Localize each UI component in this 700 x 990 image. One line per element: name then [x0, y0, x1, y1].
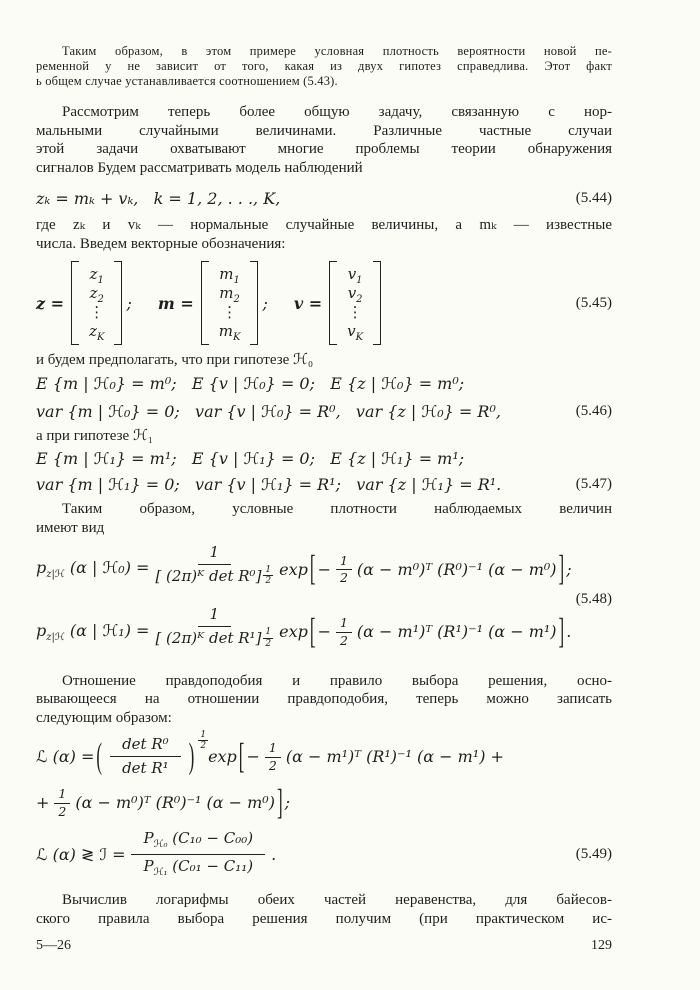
- vector-name: z =: [36, 293, 65, 313]
- equation-5-46-line2: [36, 402, 612, 421]
- one-half-power: 1 2: [200, 729, 207, 752]
- lhs-threshold: ℒ (α) ≷ ℐ =: [36, 844, 126, 864]
- paragraph-intro: [36, 44, 612, 89]
- vector-name: m =: [157, 293, 194, 313]
- one-half: $\frac{1}{2}$: [336, 615, 352, 648]
- paragraph-densities: [36, 500, 612, 537]
- vector-entry: z: [89, 265, 98, 283]
- equation-body: E {m | ℋ₀} = m⁰; E {v | ℋ₀} = 0; E {z | ℋ₀} = m⁰;: [36, 373, 465, 393]
- lhs: $p_{z|ℋ}$ (α | ℋ₀) =: [36, 558, 150, 581]
- quadratic-form: (α − m⁰)ᵀ (R⁰)⁻¹ (α − m⁰): [356, 559, 557, 579]
- vector-entry: v: [347, 284, 357, 302]
- paren-close: ): [188, 735, 195, 776]
- equation-number: (5.45): [575, 294, 612, 311]
- vector-entry: z: [89, 284, 98, 302]
- equation-5-47-line2: [36, 475, 612, 494]
- page-footer: [36, 938, 612, 954]
- entry-subscript: K: [96, 332, 105, 343]
- column-vector: [201, 261, 259, 345]
- plus-sign: +: [36, 793, 50, 812]
- threshold-fraction: $\frac{P_{ℋ_0} (C_{10} - C_{00})}{P_{ℋ_1} (C_{01} - C_{11})}$: [131, 829, 265, 879]
- bracket-right: [373, 261, 381, 345]
- lhs: ℒ (α) =: [36, 747, 95, 767]
- likelihood-line2: [36, 781, 612, 822]
- entry-subscript: 2: [97, 294, 104, 305]
- quadratic-form: (α − m¹)ᵀ (R¹)⁻¹ (α − m¹) +: [285, 747, 504, 767]
- minus-sign: −: [317, 559, 331, 579]
- equation-number: (5.47): [575, 476, 612, 492]
- vector-entry: m: [219, 265, 234, 283]
- entry-subscript: 1: [356, 275, 363, 286]
- text-line: и будем предполагать, что при гипотезе ℋ₀: [36, 352, 314, 368]
- equation-5-46-line1: [36, 374, 612, 394]
- vector-entry: v: [347, 265, 357, 283]
- text-line: сигналов Будем рассматривать модель наблюдений: [36, 159, 363, 176]
- text-line: ского правила выбора решения получим (при практическом ис-: [36, 910, 612, 927]
- bracket-left: [71, 261, 79, 345]
- paragraph-hypothesis-h0: [36, 351, 612, 370]
- text-line: Отношение правдоподобия и правило выбора решения, осно-: [62, 672, 612, 689]
- normalizing-fraction: 1 [ (2π)ᴷ det R⁰] $\frac{1}{2}$: [155, 543, 272, 587]
- minus-sign: −: [317, 622, 331, 642]
- equation-likelihood: [36, 729, 612, 822]
- one-half: $\frac{1}{2}$: [54, 786, 70, 819]
- equation-number: (5.46): [575, 402, 612, 419]
- equation-body: zₖ = mₖ + vₖ, k = 1, 2, . . ., K,: [36, 189, 281, 208]
- det-ratio-fraction: $\frac{\text{det R⁰}}{\text{det R¹}}$: [110, 735, 181, 778]
- bracket-open: [: [309, 610, 316, 651]
- page-number: 129: [591, 938, 612, 953]
- entry-subscript: K: [355, 332, 364, 343]
- entry-subscript: K: [232, 332, 241, 343]
- equation-5-45: [36, 261, 612, 345]
- text-line: Рассмотрим теперь более общую задачу, связанную с нор-: [62, 104, 612, 120]
- paragraph-logarithms: [36, 891, 612, 928]
- equation-5-49: [36, 829, 612, 879]
- text-line: вывающееся на отношении правдоподобия, теперь можно записать: [36, 691, 612, 708]
- vector-entry: v: [347, 322, 356, 340]
- text-line: где zₖ и vₖ — нормальные случайные величины, а mₖ — известные: [36, 217, 612, 233]
- vector-definitions: [36, 261, 407, 345]
- text-line: имеют вид: [36, 519, 105, 536]
- entry-subscript: 2: [356, 294, 363, 305]
- equation-number: (5.49): [575, 845, 612, 862]
- column-vector: [71, 261, 122, 345]
- exp-operator: exp: [208, 747, 237, 767]
- separator: ;: [262, 293, 268, 313]
- density-h0-line: [36, 543, 612, 595]
- equation-body: var {m | ℋ₁} = 0; var {v | ℋ₁} = R¹; var {z | ℋ₁} = R¹.: [36, 475, 502, 494]
- vector-dots: ⋮: [89, 303, 105, 321]
- bracket-left: [201, 261, 209, 345]
- bracket-open: [: [309, 548, 316, 589]
- one-half: $\frac{1}{2}$: [265, 740, 281, 773]
- equation-5-48: [36, 543, 612, 658]
- likelihood-line1: [36, 729, 612, 778]
- minus-sign: −: [246, 747, 260, 767]
- quadratic-form: (α − m⁰)ᵀ (R⁰)⁻¹ (α − m⁰): [75, 793, 275, 812]
- entry-subscript: 2: [233, 294, 240, 305]
- paragraph-notation: [36, 216, 612, 253]
- text-line: числа. Введем векторные обозначения:: [36, 235, 286, 252]
- equation-5-47-line1: [36, 449, 612, 469]
- normalizing-fraction: 1 [ (2π)ᴷ det R¹] $\frac{1}{2}$: [155, 605, 272, 649]
- bracket-right: [114, 261, 122, 345]
- entry-subscript: 1: [97, 275, 104, 286]
- paragraph-problem-statement: [36, 103, 612, 177]
- bracket-left: [329, 261, 337, 345]
- punctuation: .: [271, 844, 277, 864]
- vector-v: [294, 261, 381, 345]
- vector-z: [36, 261, 132, 345]
- vector-name: v =: [293, 293, 323, 313]
- vector-entry: m: [218, 322, 233, 340]
- vector-m: [158, 261, 268, 345]
- density-h1-line: [36, 605, 612, 657]
- quadratic-form: (α − m¹)ᵀ (R¹)⁻¹ (α − m¹): [356, 622, 557, 642]
- equation-number: (5.44): [575, 190, 612, 206]
- separator: ;: [126, 293, 132, 313]
- vector-entry: m: [219, 284, 234, 302]
- vector-entry: z: [89, 322, 97, 340]
- equation-body: var {m | ℋ₀} = 0; var {v | ℋ₀} = R⁰, var {z | ℋ₀} = R⁰,: [36, 401, 501, 421]
- punctuation: ;: [284, 793, 291, 812]
- bracket-right: [250, 261, 258, 345]
- column-vector: [329, 261, 381, 345]
- exp-operator: exp: [279, 622, 308, 642]
- bracket-close: ]: [558, 548, 565, 589]
- bracket-close: ]: [558, 610, 565, 651]
- text-line: Таким образом, условные плотности наблюдаемых величин: [62, 501, 612, 517]
- entry-subscript: 1: [233, 275, 240, 286]
- equation-5-44: [36, 189, 612, 208]
- text-line: следующим образом:: [36, 709, 172, 726]
- text-line: Таким образом, в этом примере условная плотность вероятности новой пе-: [62, 44, 612, 58]
- text-line: мальными случайными величинами. Различные частные случаи: [36, 122, 612, 139]
- punctuation: .: [566, 622, 572, 642]
- bracket-open: [: [238, 735, 245, 776]
- bracket-close: ]: [276, 781, 283, 822]
- one-half: $\frac{1}{2}$: [336, 553, 352, 586]
- paren-open: (: [96, 735, 103, 776]
- text-line: ь общем случае устанавливается соотношением (5.43).: [36, 74, 338, 88]
- text-line: а при гипотезе ℋ₁: [36, 427, 154, 444]
- paragraph-hypothesis-h1: [36, 427, 612, 446]
- punctuation: ;: [566, 559, 572, 579]
- text-line: этой задачи охватывают многие проблемы теории обнаружения: [36, 141, 612, 157]
- text-line: Вычислив логарифмы обеих частей неравенства, для байесов-: [62, 892, 612, 909]
- equation-number: (5.48): [575, 591, 612, 608]
- text-line: ременной у не зависит от того, какая из двух гипотез справедлива. Этот факт: [36, 59, 612, 73]
- vector-dots: ⋮: [347, 303, 363, 321]
- exp-operator: exp: [279, 559, 308, 579]
- paragraph-likelihood-ratio: [36, 672, 612, 728]
- vector-dots: ⋮: [222, 303, 238, 321]
- equation-body: E {m | ℋ₁} = m¹; E {v | ℋ₁} = 0; E {z | ℋ₁} = m¹;: [36, 449, 465, 468]
- lhs: $p_{z|ℋ}$ (α | ℋ₁) =: [36, 620, 150, 643]
- signature-mark: 5—26: [36, 938, 71, 953]
